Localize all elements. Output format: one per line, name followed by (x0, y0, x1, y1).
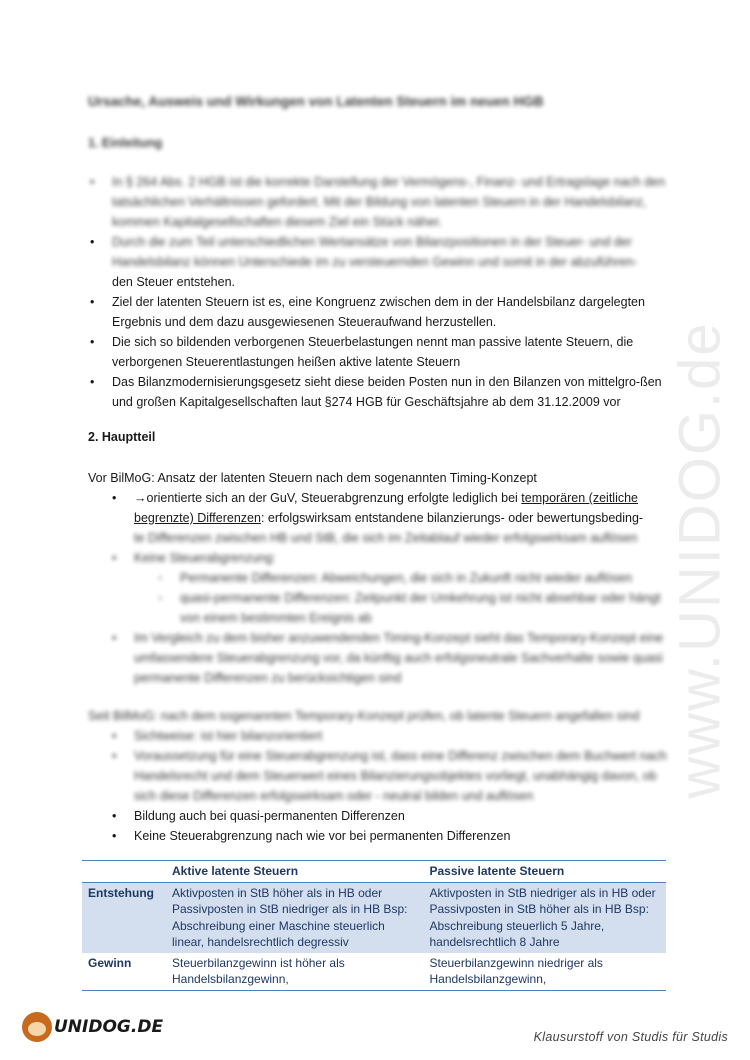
list-item (88, 232, 668, 292)
table-header: Aktive latente Steuern (166, 861, 423, 883)
list-item: • Ziel der latenten Steuern ist es, eine Kongruenz zwischen dem in der Handelsbilanz dargelegten Ergebnis und dem dazu ausgewiesenen Steueraufwand herzustellen. (88, 292, 668, 332)
row-label: Gewinn (82, 953, 166, 991)
list-item: • Sichtweise: ist hier bilanzorientiert (88, 726, 668, 746)
table-row (82, 953, 666, 991)
list-item-text: : erfolgswirksam entstandene bilanzierungs- oder bewertungsbeding- (260, 511, 644, 525)
unidog-logo (22, 1012, 163, 1042)
list-item (88, 488, 668, 548)
comparison-table (82, 860, 666, 991)
list-item: • Das Bilanzmodernisierungsgesetz sieht diese beiden Posten nun in den Bilanzen von mittelgro-ßen und großen Kapitalgesellschaften laut §274 HGB für Geschäftsjahre ab dem 31.12.2009 vor (88, 372, 668, 412)
section-2-content (88, 468, 668, 846)
table-header (82, 861, 166, 883)
table-cell: Steuerbilanzgewinn ist höher als Handelsbilanzgewinn, (166, 953, 423, 991)
paragraph: Vor BilMoG: Ansatz der latenten Steuern nach dem sogenannten Timing-Konzept (88, 471, 537, 485)
watermark: www.UNIDOG.de (667, 321, 733, 799)
document-title: Ursache, Ausweis und Wirkungen von Latenten Steuern im neuen HGB (88, 94, 544, 109)
section-2-heading: 2. Hauptteil (88, 430, 156, 444)
section-1-heading: 1. Einleitung (88, 136, 163, 150)
list-item-text: →orientierte sich an der GuV, Steuerabgrenzung erfolgte lediglich bei (134, 491, 522, 505)
footer-tagline: Klausurstoff von Studis für Studis (533, 1030, 728, 1044)
list-item: ◦ Permanente Differenzen: Abweichungen, die sich in Zukunft nicht wieder auflösen (88, 568, 668, 588)
table-header: Passive latente Steuern (423, 861, 666, 883)
list-item: • Die sich so bildenden verborgenen Steuerbelastungen nennt man passive latente Steuern, die verborgenen Steuerentlastungen heißen aktive latente Steuern (88, 332, 668, 372)
list-item: • Bildung auch bei quasi-permanenten Differenzen (88, 806, 668, 826)
table-header-row (82, 861, 666, 883)
table-row (82, 882, 666, 953)
blurred-text: te Differenzen zwischen HB und StB, die sich im Zeitablauf wieder erfolgswirksam auflösen (134, 531, 638, 545)
list-item: • Keine Steuerabgrenzung: (88, 548, 668, 568)
list-item-text: den Steuer entstehen. (112, 275, 236, 289)
list-item: • In § 264 Abs. 2 HGB ist die korrekte Darstellung der Vermögens-, Finanz- und Ertragslage nach den tatsächlichen Verhältnissen gefordert. Mit der Bildung von latenten Steuern in der Handelsbilanz, kommen Kapitalgesellschaften diesem Ziel ein Stück näher. (88, 172, 668, 232)
blurred-text: • Durch die zum Teil unterschiedlichen Wertansätze von Bilanzpositionen in der Steuer- und der Handelsbilanz können Unterschiede im zu versteuernden Gewinn und somit in der abzuführen- (112, 235, 638, 269)
underlined-term: temporären (zeitliche begrenzte) Differenzen (134, 491, 638, 525)
list-item: • Keine Steuerabgrenzung nach wie vor bei permanenten Differenzen (88, 826, 668, 846)
section-1-list (88, 172, 668, 412)
logo-text: UNIDOG.DE (54, 1017, 164, 1037)
list-item: ◦ quasi-permanente Differenzen: Zeitpunkt der Umkehrung ist nicht absehbar oder hängt von einem bestimmten Ereignis ab (88, 588, 668, 628)
row-label: Entstehung (82, 882, 166, 953)
list-item: • Voraussetzung für eine Steuerabgrenzung ist, dass eine Differenz zwischen dem Buchwert nach Handelsrecht und dem Steuerwert eines Bilanzierungsobjektes vorliegt, unabhängig davon, ob sich diese Differenzen erfolgswirksam oder - neutral bilden und auflösen (88, 746, 668, 806)
dog-icon (22, 1012, 52, 1042)
table-cell: Aktivposten in StB niedriger als in HB oder Passivposten in StB höher als in HB Bsp: Abschreibung steuerlich 5 Jahre, handelsrechtlich 8 Jahre (423, 882, 666, 953)
table-cell: Steuerbilanzgewinn niedriger als Handelsbilanzgewinn, (423, 953, 666, 991)
list-item: • Im Vergleich zu dem bisher anzuwendenden Timing-Konzept sieht das Temporary-Konzept eine umfassendere Steuerabgrenzung vor, da künftig auch erfolgsneutrale Sachverhalte sowie quasi permanente Differenzen zu berücksichtigen sind (88, 628, 668, 688)
paragraph: Seit BilMoG: nach dem sogenannten Temporary-Konzept prüfen, ob latente Steuern angefallen sind (88, 709, 640, 723)
table-cell: Aktivposten in StB höher als in HB oder Passivposten in StB niedriger als in HB Bsp: Abschreibung einer Maschine steuerlich linear, handelsrechtlich degressiv (166, 882, 423, 953)
